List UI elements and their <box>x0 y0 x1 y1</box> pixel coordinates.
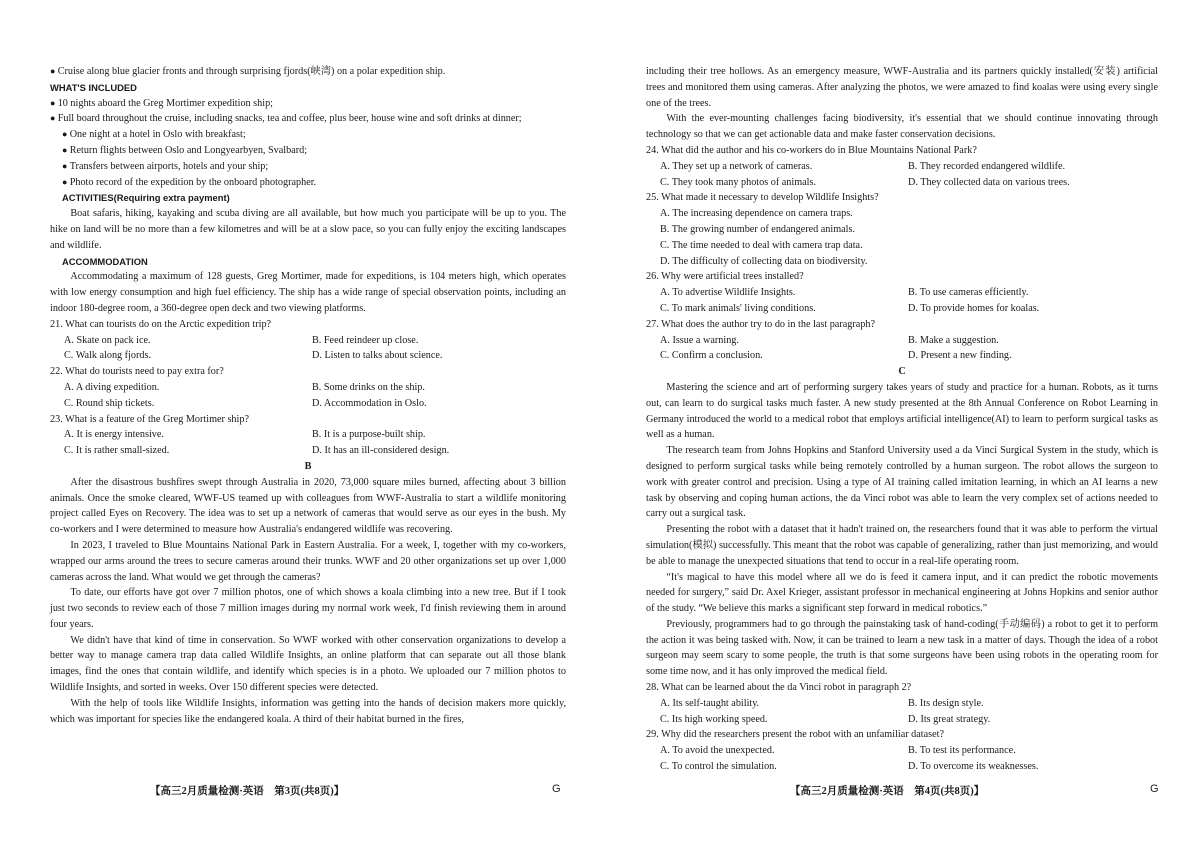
option-b: B. Make a suggestion. <box>908 334 999 346</box>
activities-heading: ACTIVITIES(Requiring extra payment) <box>62 192 230 204</box>
included-item: ● 10 nights aboard the Greg Mortimer expedition ship; <box>50 96 566 112</box>
option-d: D. To overcome its weaknesses. <box>908 761 1039 773</box>
option-b: B. To use cameras efficiently. <box>908 287 1029 299</box>
included-item: ● Return flights between Oslo and Longyearbyen, Svalbard; <box>50 143 566 159</box>
options-29 <box>646 743 1158 775</box>
option-d: D. Listen to talks about science. <box>312 350 443 362</box>
question-24: 24. What did the author and his co-workers do in Blue Mountains National Park? <box>646 144 977 156</box>
option-a: A. A diving expedition. <box>64 381 160 393</box>
option-b: B. To test its performance. <box>908 745 1016 757</box>
passage-b-paragraph: With the ever-mounting challenges facing biodiversity, it's essential that we should continue innovating through technology so that we can get actionable data and make faster conservation decisions. <box>646 113 1158 141</box>
right-column <box>646 64 1158 775</box>
section-c-heading: C <box>898 366 906 378</box>
option-c: C. To mark animals' living conditions. <box>660 302 816 314</box>
option-c: C. The time needed to deal with camera trap data. <box>660 239 863 251</box>
passage-b-paragraph: including their tree hollows. As an emergency measure, WWF-Australia and its partners quickly installed(安装) artificial trees and monitored them using cameras. After analyzing the photos, we were amazed to find koalas were using every single one of the trees. <box>646 66 1158 109</box>
version-mark-right: G <box>1150 783 1159 795</box>
option-b: B. It is a purpose-built ship. <box>312 429 426 441</box>
options-27 <box>646 333 1158 365</box>
options-25 <box>646 206 1158 269</box>
option-d: D. The difficulty of collecting data on biodiversity. <box>660 255 868 267</box>
passage-c-paragraph: Presenting the robot with a dataset that it hadn't trained on, the researchers found that it was able to perform the virtual simulation(模拟) successfully. This meant that the robot was capable of generalizing, rather than just memorizing, and would be able to manage the unexpected situations that tend to occur in a real-life operating room. <box>646 524 1158 567</box>
question-29: 29. Why did the researchers present the robot with an unfamiliar dataset? <box>646 729 944 741</box>
option-b: B. Some drinks on the ship. <box>312 381 425 393</box>
option-a: A. They set up a network of cameras. <box>660 160 813 172</box>
option-a: A. Skate on pack ice. <box>64 334 151 346</box>
option-d: D. To provide homes for koalas. <box>908 302 1040 314</box>
question-27: 27. What does the author try to do in the last paragraph? <box>646 318 875 330</box>
page-footer-right: 【高三2月质量检测·英语 第4页(共8页)】 <box>790 786 985 797</box>
left-column <box>50 64 566 727</box>
option-a: A. The increasing dependence on camera traps. <box>660 208 853 220</box>
option-b: B. The growing number of endangered animals. <box>660 223 856 235</box>
option-a: A. It is energy intensive. <box>64 429 164 441</box>
options-22 <box>50 380 566 412</box>
included-item: ● Photo record of the expedition by the onboard photographer. <box>50 175 566 191</box>
question-28: 28. What can be learned about the da Vinci robot in paragraph 2? <box>646 682 912 694</box>
option-a: A. To advertise Wildlife Insights. <box>660 287 796 299</box>
options-28 <box>646 696 1158 728</box>
included-item: ● Full board throughout the cruise, including snacks, tea and coffee, plus beer, house wine and soft drinks at dinner; <box>50 111 566 127</box>
option-d: D. Present a new finding. <box>908 350 1012 362</box>
option-c: C. It is rather small-sized. <box>64 445 170 457</box>
included-heading: WHAT'S INCLUDED <box>50 81 137 93</box>
option-a: A. To avoid the unexpected. <box>660 745 775 757</box>
passage-c-paragraph: Mastering the science and art of performing surgery takes years of study and practice for a human. Robots, as it turns out, can learn to do surgical tasks much faster. A new study presented at the 8th Annual Conference on Robot Learning in Germany introduced the world to a medical robot that employs artificial intelligence(AI) to learn to perform surgical tasks as well as a human. <box>646 381 1158 441</box>
passage-b-paragraph: With the help of tools like Wildlife Insights, information was getting into the hands of decision makers more quickly, which was important for species like the endangered koala. A third of their habitat burned in the fires, <box>50 697 566 725</box>
page-footer-left: 【高三2月质量检测·英语 第3页(共8页)】 <box>150 786 345 797</box>
exam-page-4 <box>600 0 1200 849</box>
intro-bullet: ● Cruise along blue glacier fronts and through surprising fjords(峡湾) on a polar expedition ship. <box>50 64 566 80</box>
option-c: C. To control the simulation. <box>660 761 777 773</box>
activities-text: Boat safaris, hiking, kayaking and scuba diving are all available, but how much you participate will be up to you. The hike on land will be no more than a few kilometres and will be at a slow pace, so you can fully enjoy the exciting landscapes and wildlife. <box>50 208 566 251</box>
option-c: C. Round ship tickets. <box>64 397 155 409</box>
option-d: D. Its great strategy. <box>908 713 991 725</box>
option-a: A. Issue a warning. <box>660 334 739 346</box>
accommodation-heading: ACCOMMODATION <box>62 255 148 267</box>
question-21: 21. What can tourists do on the Arctic expedition trip? <box>50 318 272 330</box>
options-23 <box>50 427 566 459</box>
section-b-heading: B <box>304 460 312 472</box>
option-c: C. Walk along fjords. <box>64 350 151 362</box>
option-a: A. Its self-taught ability. <box>660 697 760 709</box>
option-b: B. Its design style. <box>908 697 984 709</box>
option-d: D. Accommodation in Oslo. <box>312 397 427 409</box>
question-22: 22. What do tourists need to pay extra for? <box>50 366 224 378</box>
passage-c-paragraph: Previously, programmers had to go through the painstaking task of hand-coding(手动编码) a robot to get it to perform the action it was being tasked with. Now, it can be trained to learn a new task in a matter of days. Though the idea of a robot surgeon may seem scary to some people, the truth is that some surgeons have been using robots in the operating room for some time now, and it has only improved the medical field. <box>646 618 1158 678</box>
included-item: ● Transfers between airports, hotels and your ship; <box>50 159 566 175</box>
passage-c-paragraph: The research team from Johns Hopkins and Stanford University used a da Vinci Surgical System in the study, which is designed to perform surgical tasks while being remotely controlled by a human surgeon. The robot allows the surgeon to work with greater control and precision. Using a type of AI training called imitation learning, in which an AI learns a new task by observing and coping human actions, the da Vinci robot was able to learn the very complex set of actions needed to carry out a surgical task. <box>646 445 1158 520</box>
option-c: C. They took many photos of animals. <box>660 176 817 188</box>
passage-b-paragraph: In 2023, I traveled to Blue Mountains National Park in Eastern Australia. For a week, I, together with my co-workers, wrapped our arms around the trees to secure cameras around their trunks. WWF and 20 other organizations set up over 1,000 cameras across the land. What would we get through the cameras? <box>50 539 566 583</box>
question-23: 23. What is a feature of the Greg Mortimer ship? <box>50 413 249 425</box>
passage-b-paragraph: After the disastrous bushfires swept through Australia in 2020, 73,000 square miles burned, affecting about 3 billion animals. Once the smoke cleared, WWF-US teamed up with colleagues from WWF-Australia to start a wildlife monitoring project called Eyes on Recovery. The idea was to set up a network of cameras that would serve as our eyes in the bush. My co-workers and I were determined to measure how Australia's endangered wildlife was recovering. <box>50 476 566 536</box>
option-c: C. Confirm a conclusion. <box>660 350 763 362</box>
options-21 <box>50 333 566 365</box>
option-c: C. Its high working speed. <box>660 713 768 725</box>
passage-b-paragraph: We didn't have that kind of time in conservation. So WWF worked with other conservation organizations to develop a better way to manage camera trap data called Wildlife Insights, an online platform that can separate out all those blank images, find the ones that contain wildlife, and identify which species is in a photo. We uploaded our 7 million photos to Wildlife Insights, and sorted in weeks. Over 150 different species were detected. <box>50 634 566 694</box>
options-26 <box>646 285 1158 317</box>
accommodation-text: Accommodating a maximum of 128 guests, Greg Mortimer, made for expeditions, is 104 meters high, which operates with low energy consumption and high fuel efficiency. The ship has a wide range of special observation points, including an indoor 180-degree room, a 360-degree open deck and two viewing platforms. <box>50 271 566 314</box>
passage-c-paragraph: “It's magical to have this model where all we do is feed it camera input, and it can predict the robotic movements needed for surgery,” said Dr. Axel Krieger, assistant professor in mechanical engineering at Johns Hopkins and senior author of the study. “We believe this marks a significant step forward in medical robotics.” <box>646 571 1158 615</box>
question-26: 26. Why were artificial trees installed? <box>646 271 804 283</box>
option-d: D. It has an ill-considered design. <box>312 445 450 457</box>
options-24 <box>646 159 1158 191</box>
version-mark-left: G <box>552 783 561 795</box>
option-b: B. They recorded endangered wildlife. <box>908 160 1066 172</box>
option-b: B. Feed reindeer up close. <box>312 334 419 346</box>
passage-b-paragraph: To date, our efforts have got over 7 million photos, one of which shows a koala climbing into a new tree. But if I took just two seconds to review each of those 7 million images during my normal work week, I'd finish reviewing them in around four years. <box>50 587 566 630</box>
included-item: ● One night at a hotel in Oslo with breakfast; <box>50 127 566 143</box>
question-25: 25. What made it necessary to develop Wildlife Insights? <box>646 192 879 204</box>
option-d: D. They collected data on various trees. <box>908 176 1070 188</box>
